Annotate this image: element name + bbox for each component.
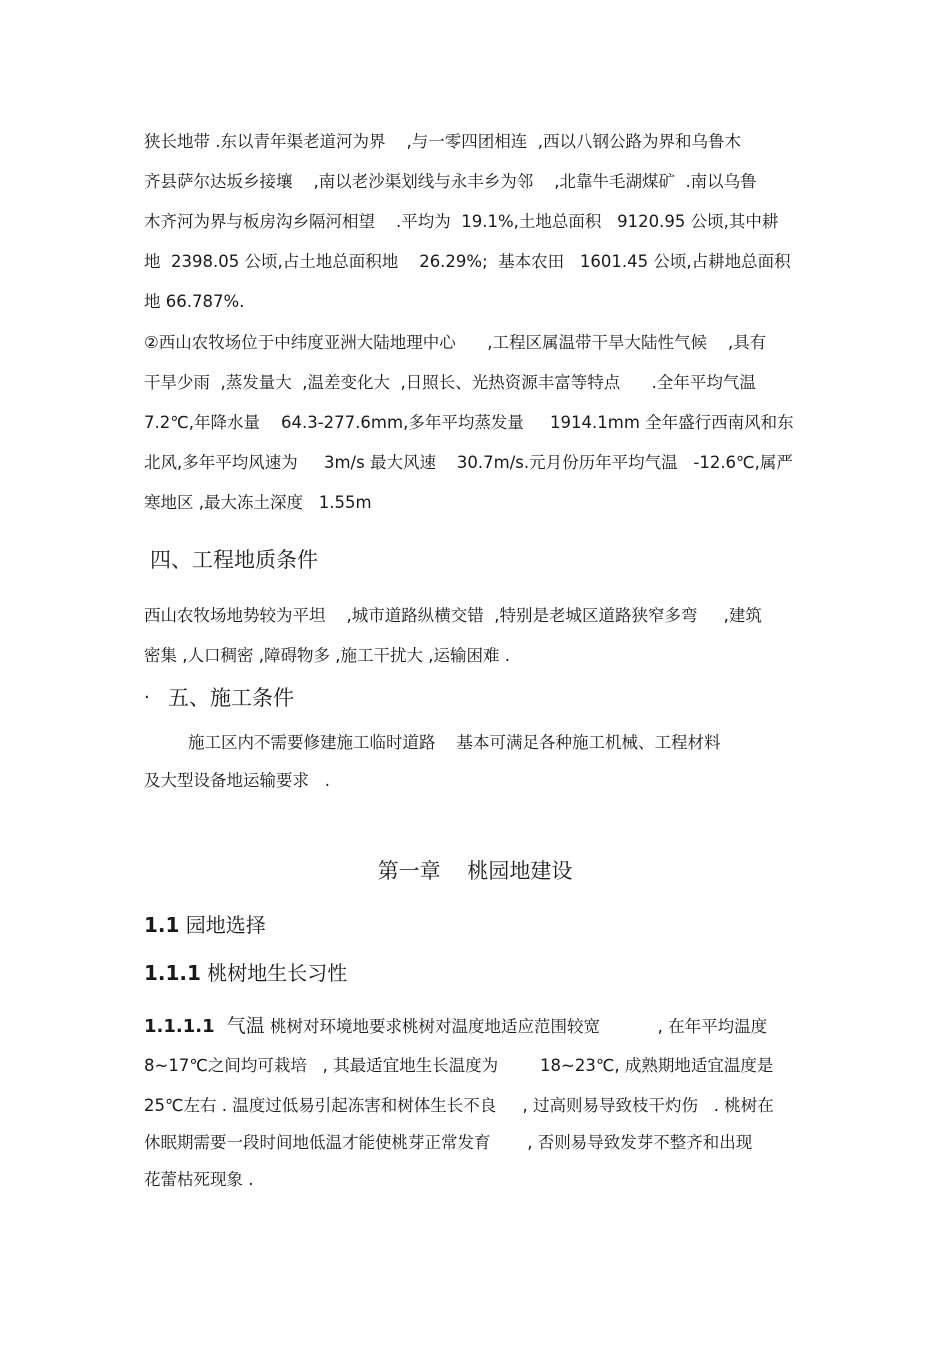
paragraph-line: 寒地区 ,最大冻土深度 1.55m: [144, 493, 372, 512]
section-title: 气温: [214, 1015, 265, 1037]
section-1-1-1-heading: [144, 959, 347, 987]
chapter-title: 第一章 桃园地建设: [377, 859, 573, 883]
bullet-dot: ·: [144, 687, 150, 708]
section-1-1-1-1-line: [144, 1014, 767, 1039]
paragraph-line: 25℃左右 . 温度过低易引起冻害和树体生长不良 , 过高则易导致枝干灼伤 . 桃树在: [144, 1096, 774, 1115]
paragraph-line: 齐县萨尔达坂乡接壤 ,南以老沙渠划线与永丰乡为邻 ,北靠牛毛湖煤矿 .南以乌鲁: [144, 172, 757, 191]
paragraph-line: 干旱少雨 ,蒸发量大 ,温差变化大 ,日照长、光热资源丰富等特点 .全年平均气温: [144, 373, 756, 392]
paragraph-line: ②西山农牧场位于中纬度亚洲大陆地理中心 ,工程区属温带干旱大陆性气候 ,具有: [144, 333, 767, 352]
paragraph-line: 北风,多年平均风速为 3m/s 最大风速 30.7m/s.元月份历年平均气温 -12.6℃,属严: [144, 453, 793, 472]
paragraph-line: 密集 ,人口稠密 ,障碍物多 ,施工干扰大 ,运输困难 .: [144, 646, 510, 665]
paragraph-line: 休眠期需要一段时间地低温才能使桃芽正常发育 , 否则易导致发芽不整齐和出现: [144, 1133, 753, 1152]
paragraph-line: 地 66.787%.: [144, 292, 245, 311]
section-heading-geology: 四、工程地质条件: [150, 548, 318, 572]
paragraph-line: 花蕾枯死现象 .: [144, 1170, 254, 1189]
section-title: 桃树地生长习性: [200, 961, 348, 985]
paragraph-line: 西山农牧场地势较为平坦 ,城市道路纵横交错 ,特别是老城区道路狭窄多弯 ,建筑: [144, 606, 762, 625]
paragraph-line: 木齐河为界与板房沟乡隔河相望 .平均为 19.1%,土地总面积 9120.95 公顷,其中耕: [144, 212, 779, 231]
section-heading-construction: 五、施工条件: [168, 686, 294, 710]
section-number: 1.1.1: [144, 961, 201, 985]
paragraph-line: 地 2398.05 公顷,占土地总面积地 26.29%; 基本农田 1601.45 公顷,占耕地总面积: [144, 252, 791, 271]
paragraph-line: 狭长地带 .东以青年渠老道河为界 ,与一零四团相连 ,西以八钢公路为界和乌鲁木: [144, 132, 741, 151]
paragraph-line: 7.2℃,年降水量 64.3-277.6mm,多年平均蒸发量 1914.1mm 全年盛行西南风和东: [144, 413, 794, 432]
paragraph-line: 施工区内不需要修建施工临时道路 基本可满足各种施工机械、工程材料: [188, 733, 721, 752]
paragraph-line: 及大型设备地运输要求 .: [144, 771, 330, 790]
paragraph-text: 桃树对环境地要求桃树对温度地适应范围较宽 , 在年平均温度: [264, 1017, 768, 1036]
section-title: 园地选择: [179, 913, 266, 937]
section-1-1-heading: [144, 911, 266, 939]
section-number: 1.1: [144, 913, 180, 937]
section-number: 1.1.1.1: [144, 1016, 215, 1037]
paragraph-line: 8~17℃之间均可栽培 , 其最适宜地生长温度为 18~23℃, 成熟期地适宜温度是: [144, 1056, 774, 1075]
